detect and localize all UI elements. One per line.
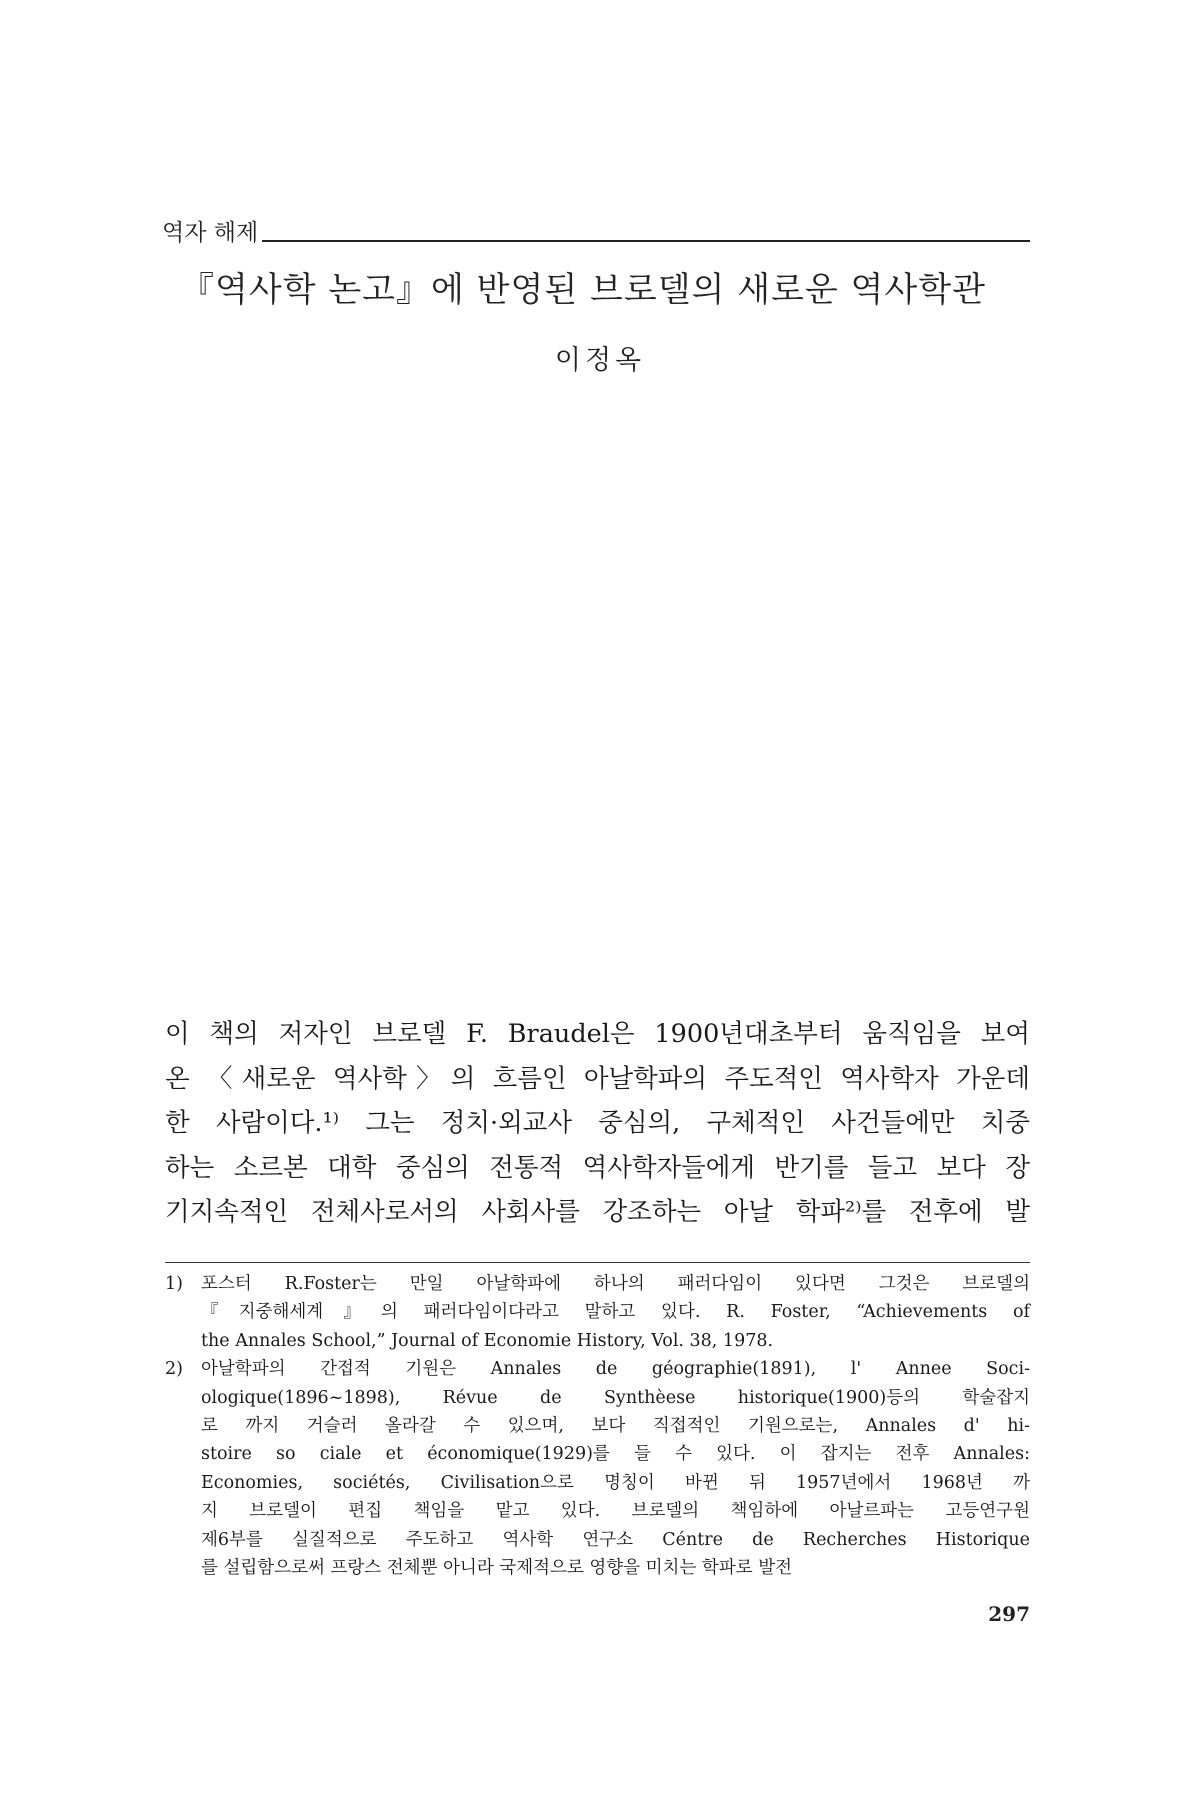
footnote-line: the Annales School,” Journal of Economie History, Vol. 38, 1978.	[201, 1330, 774, 1351]
footnote-number: 1)	[165, 1274, 183, 1294]
footnote-line: 지 브로델이 편집 책임을 맡고 있다. 브로델의 책임하에 아날르파는 고등연구원	[201, 1501, 1030, 1522]
footnote-line: 아날학파의 간접적 기원은 Annales de géographie(1891), l' Annee Soci-	[201, 1359, 1030, 1380]
footnote-line: 제6부를 실질적으로 주도하고 역사학 연구소 Céntre de Recherches Historique	[201, 1529, 1030, 1550]
body-line: 하는 소르본 대학 중심의 전통적 역사학자들에게 반기를 들고 보다 장	[165, 1152, 1030, 1183]
body-paragraph	[165, 1012, 1030, 1235]
section-label: 역자 해제	[162, 220, 259, 246]
body-line: 기지속적인 전체사로서의 사회사를 강조하는 아날 학파²⁾를 전후에 발	[165, 1197, 1030, 1227]
body-line: 한 사람이다.¹⁾ 그는 정치·외교사 중심의, 구체적인 사건들에만 치중	[165, 1108, 1030, 1138]
footnote-line: stoire so ciale et économique(1929)를 들 수 있다. 이 잡지는 전후 Annales:	[201, 1444, 1030, 1465]
footnote-number: 2)	[165, 1359, 183, 1380]
footnote-line: 포스터 R.Foster는 만일 아날학파에 하나의 패러다임이 있다면 그것은 브로델의	[201, 1274, 1030, 1294]
footnote-line: ologique(1896~1898), Révue de Synthèese historique(1900)등의 학술잡지	[201, 1387, 1030, 1408]
article-title: 『역사학 논고』에 반영된 브로델의 새로운 역사학관	[180, 270, 986, 310]
footnote-line: 를 설립함으로써 프랑스 전체뿐 아니라 국제적으로 영향을 미치는 학파로 발전	[201, 1558, 793, 1579]
author-name: 이정옥	[554, 345, 646, 376]
body-line: 이 책의 저자인 브로델 F. Braudel은 1900년대초부터 움직임을 보여	[165, 1019, 1030, 1049]
footnote-divider	[165, 1262, 1030, 1263]
footnote-1	[165, 1270, 1030, 1355]
footnote-line: 『지중해세계』의 패러다임이다라고 말하고 있다. R. Foster, “Achievements of	[201, 1302, 1030, 1323]
body-line: 온 〈새로운 역사학〉의 흐름인 아날학파의 주도적인 역사학자 가운데	[165, 1063, 1030, 1094]
footnote-text	[201, 1355, 1030, 1582]
footnote-2	[165, 1355, 1030, 1582]
footnotes	[165, 1270, 1030, 1582]
section-rule	[262, 240, 1030, 242]
footnote-text	[201, 1270, 1030, 1355]
section-header	[162, 222, 1030, 245]
footnote-line: Economies, sociétés, Civilisation으로 명칭이 바뀐 뒤 1957년에서 1968년 까	[201, 1472, 1030, 1493]
page-number: 297	[988, 1602, 1030, 1626]
footnote-line: 로 까지 거슬러 올라갈 수 있으며, 보다 직접적인 기원으로는, Annales d' hi-	[201, 1416, 1030, 1437]
